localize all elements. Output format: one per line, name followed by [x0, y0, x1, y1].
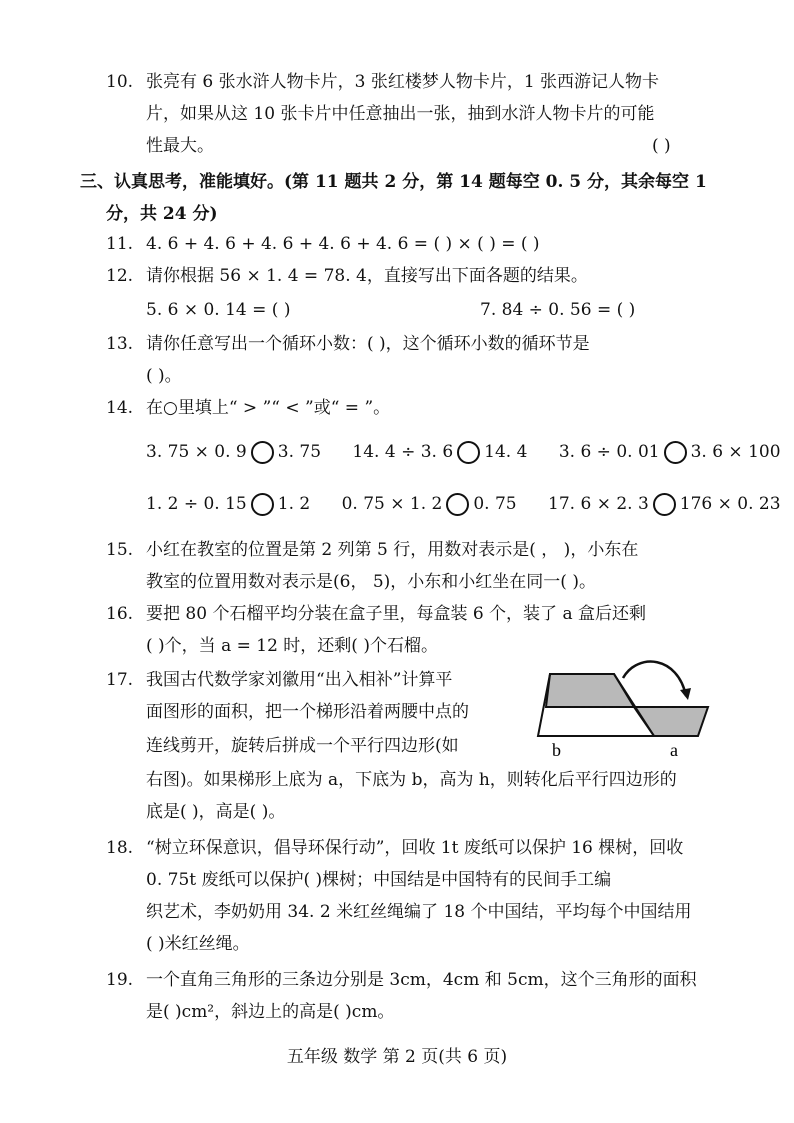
q14-row-2 — [146, 492, 781, 516]
q12-text: 请你根据 56 × 1. 4 = 78. 4，直接写出下面各题的结果。 — [146, 266, 588, 286]
q14-compare-item — [146, 440, 321, 464]
question-number: 15. — [106, 540, 134, 560]
compare-right: 0. 75 — [473, 494, 517, 514]
compare-left: 3. 75 × 0. 9 — [146, 442, 247, 462]
q14-compare-item — [146, 492, 310, 516]
q18-line-1: “树立环保意识，倡导环保行动”，回收 1t 废纸可以保护 16 棵树，回收 — [146, 838, 684, 858]
q13-line-1: 请你任意写出一个循环小数：( )，这个循环小数的循环节是 — [146, 334, 590, 354]
question-number: 17. — [106, 670, 134, 690]
compare-left: 14. 4 ÷ 3. 6 — [352, 442, 454, 462]
trapezoid-figure — [528, 660, 718, 760]
question-number: 14. — [106, 398, 134, 418]
q18-line-3: 织艺术，李奶奶用 34. 2 米红丝绳编了 18 个中国结，平均每个中国结用 — [146, 902, 692, 922]
compare-left: 1. 2 ÷ 0. 15 — [146, 494, 247, 514]
compare-right: 1. 2 — [277, 494, 311, 514]
q14-text: 在○里填上“ > ”“ < ”或“ = ”。 — [146, 398, 391, 418]
q17-line-5: 底是( )，高是( )。 — [146, 802, 286, 822]
compare-right: 14. 4 — [484, 442, 528, 462]
q10-line-1: 张亮有 6 张水浒人物卡片，3 张红楼梦人物卡片，1 张西游记人物卡 — [146, 72, 660, 92]
q14-compare-item — [559, 440, 781, 464]
q17-line-2: 面图形的面积，把一个梯形沿着两腰中点的 — [146, 702, 469, 722]
compare-right: 3. 75 — [277, 442, 322, 462]
q17-line-4: 右图)。如果梯形上底为 a，下底为 b，高为 h，则转化后平行四边形的 — [146, 770, 677, 790]
q16-line-1: 要把 80 个石榴平均分装在盒子里，每盒装 6 个，装了 a 盒后还剩 — [146, 604, 647, 624]
answer-circle[interactable] — [251, 441, 274, 464]
q11-text: 4. 6 + 4. 6 + 4. 6 + 4. 6 + 4. 6 = ( ) × ( ) = ( ) — [146, 234, 540, 254]
question-number: 11. — [106, 234, 134, 254]
section-title-cont: 分，共 24 分) — [106, 204, 218, 224]
trapezoid-top-half — [546, 674, 634, 707]
q18-line-2: 0. 75t 废纸可以保护( )棵树；中国结是中国特有的民间手工编 — [146, 870, 612, 890]
q14-row-1 — [146, 440, 781, 464]
q18-line-4: ( )米红丝绳。 — [146, 934, 250, 954]
page-footer: 五年级 数学 第 2 页(共 6 页) — [286, 1047, 508, 1067]
q16-line-2: ( )个，当 a = 12 时，还剩( )个石榴。 — [146, 636, 438, 656]
q10-line-3: 性最大。 — [146, 136, 214, 156]
section-title: 三、认真思考，准能填好。(第 11 题共 2 分，第 14 题每空 0. 5 分，其余每空 1 — [80, 172, 707, 192]
answer-circle[interactable] — [446, 493, 469, 516]
q14-compare-item — [352, 440, 527, 464]
q17-line-1: 我国古代数学家刘徽用“出入相补”计算平 — [146, 670, 453, 690]
compare-right: 176 × 0. 23 — [679, 494, 781, 514]
label-b: b — [552, 740, 561, 760]
q17-line-3: 连线剪开，旋转后拼成一个平行四边形(如 — [146, 736, 459, 756]
q15-line-2: 教室的位置用数对表示是(6， 5)，小东和小红坐在同一( )。 — [146, 572, 596, 592]
compare-left: 3. 6 ÷ 0. 01 — [558, 442, 660, 462]
question-number: 10. — [106, 72, 134, 92]
question-number: 19. — [106, 970, 134, 990]
answer-circle[interactable] — [664, 441, 687, 464]
q12-part-a: 5. 6 × 0. 14 = ( ) — [146, 300, 291, 320]
q15-line-1: 小红在教室的位置是第 2 列第 5 行，用数对表示是( ， )，小东在 — [146, 540, 639, 560]
compare-right: 3. 6 × 100 — [690, 442, 781, 462]
q14-compare-item — [548, 492, 781, 516]
compare-left: 0. 75 × 1. 2 — [341, 494, 443, 514]
answer-circle[interactable] — [457, 441, 480, 464]
arrow-head — [680, 688, 691, 700]
q12-part-b: 7. 84 ÷ 0. 56 = ( ) — [480, 300, 636, 320]
question-number: 18. — [106, 838, 134, 858]
label-a: a — [670, 740, 678, 760]
q10-answer-paren: ( ) — [652, 136, 671, 156]
answer-circle[interactable] — [653, 493, 676, 516]
answer-circle[interactable] — [251, 493, 274, 516]
question-number: 12. — [106, 266, 134, 286]
q13-line-2: ( )。 — [146, 366, 182, 386]
compare-left: 17. 6 × 2. 3 — [548, 494, 649, 514]
rotation-arrow — [623, 662, 686, 696]
question-number: 13. — [106, 334, 134, 354]
q14-compare-item — [342, 492, 517, 516]
question-number: 16. — [106, 604, 134, 624]
q19-line-1: 一个直角三角形的三条边分别是 3cm，4cm 和 5cm，这个三角形的面积 — [146, 970, 697, 990]
q10-line-2: 片，如果从这 10 张卡片中任意抽出一张，抽到水浒人物卡片的可能 — [146, 104, 655, 124]
q19-line-2: 是( )cm²，斜边上的高是( )cm。 — [146, 1002, 395, 1022]
